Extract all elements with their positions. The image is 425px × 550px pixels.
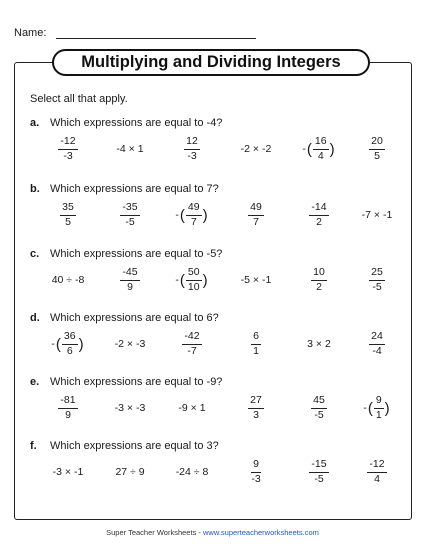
numerator: 36 xyxy=(62,331,78,344)
question-text: Which expressions are equal to 7? xyxy=(50,183,219,195)
fraction xyxy=(309,202,328,227)
footer-url[interactable]: www.superteacherworksheets.com xyxy=(202,528,319,537)
denominator: 9 xyxy=(65,408,71,421)
denominator: 1 xyxy=(253,344,259,357)
answer-option[interactable] xyxy=(228,266,284,294)
answer-option[interactable] xyxy=(40,330,96,358)
denominator: 2 xyxy=(316,280,322,293)
question-letter: e. xyxy=(30,376,40,388)
fraction xyxy=(120,202,139,227)
answer-option[interactable] xyxy=(102,394,158,422)
denominator: 3 xyxy=(253,408,259,421)
expression-text: -2 × -3 xyxy=(114,338,146,350)
worksheet-title: Multiplying and Dividing Integers xyxy=(52,49,370,76)
question-prompt xyxy=(30,248,222,260)
answer-option[interactable] xyxy=(40,201,96,229)
question-prompt xyxy=(30,440,219,452)
denominator: 7 xyxy=(253,215,259,228)
answer-option[interactable] xyxy=(228,201,284,229)
denominator: 4 xyxy=(374,472,380,485)
numerator: -45 xyxy=(120,267,139,280)
fraction xyxy=(251,459,261,484)
numerator: 49 xyxy=(248,202,264,215)
denominator: 5 xyxy=(374,149,380,162)
numerator: -81 xyxy=(58,395,77,408)
expression-text: -4 × 1 xyxy=(116,143,144,155)
fraction xyxy=(369,267,385,292)
numerator: 6 xyxy=(251,331,261,344)
fraction xyxy=(369,331,385,356)
answer-option[interactable] xyxy=(291,135,347,163)
open-paren: ( xyxy=(306,140,312,158)
numerator: -35 xyxy=(120,202,139,215)
expression-text: -5 × -1 xyxy=(240,274,272,286)
answer-option[interactable] xyxy=(102,201,158,229)
question-letter: f. xyxy=(30,440,37,452)
numerator: -12 xyxy=(367,459,386,472)
fraction xyxy=(311,395,327,420)
expression-text: -3 × -1 xyxy=(52,466,84,478)
open-paren: ( xyxy=(179,271,185,289)
expression-text: 3 × 2 xyxy=(307,338,331,350)
fraction xyxy=(251,331,261,356)
answer-option[interactable] xyxy=(40,458,96,486)
close-paren: ) xyxy=(384,399,390,417)
answer-option[interactable] xyxy=(291,394,347,422)
answer-option[interactable] xyxy=(164,201,220,229)
fraction xyxy=(186,202,202,227)
fraction xyxy=(311,267,327,292)
numerator: 49 xyxy=(186,202,202,215)
question-prompt xyxy=(30,376,222,388)
numerator: 35 xyxy=(60,202,76,215)
denominator: -5 xyxy=(314,472,324,485)
numerator: -42 xyxy=(182,331,201,344)
question-prompt xyxy=(30,312,219,324)
denominator: -5 xyxy=(314,408,324,421)
question-text: Which expressions are equal to 3? xyxy=(50,440,219,452)
answer-option[interactable] xyxy=(228,135,284,163)
answer-option[interactable] xyxy=(102,266,158,294)
numerator: 9 xyxy=(374,395,384,408)
answer-option[interactable] xyxy=(164,135,220,163)
numerator: 25 xyxy=(369,267,385,280)
question-letter: d. xyxy=(30,312,40,324)
negative-sign: - xyxy=(51,338,55,350)
answer-option[interactable] xyxy=(349,135,405,163)
denominator: -3 xyxy=(63,149,73,162)
expression-text: -9 × 1 xyxy=(178,402,206,414)
name-line[interactable] xyxy=(56,38,256,39)
question-prompt xyxy=(30,117,222,129)
answer-option[interactable] xyxy=(291,458,347,486)
answer-option[interactable] xyxy=(349,394,405,422)
question-text: Which expressions are equal to -4? xyxy=(50,117,223,129)
denominator: 6 xyxy=(66,344,73,357)
denominator: 2 xyxy=(316,215,322,228)
answer-option[interactable] xyxy=(291,201,347,229)
answer-option[interactable] xyxy=(228,330,284,358)
fraction xyxy=(58,395,77,420)
fraction xyxy=(182,331,201,356)
answer-option[interactable] xyxy=(164,266,220,294)
answer-option[interactable] xyxy=(291,266,347,294)
denominator: 4 xyxy=(317,149,324,162)
question-letter: a. xyxy=(30,117,40,129)
expression-text: -2 × -2 xyxy=(240,143,272,155)
answer-option[interactable] xyxy=(102,458,158,486)
fraction xyxy=(374,395,384,420)
numerator: 20 xyxy=(369,136,385,149)
footer xyxy=(0,528,425,537)
denominator: -5 xyxy=(125,215,135,228)
close-paren: ) xyxy=(202,206,208,224)
answer-option[interactable] xyxy=(349,266,405,294)
denominator: -7 xyxy=(187,344,197,357)
footer-brand: Super Teacher Worksheets xyxy=(106,528,197,537)
answer-option[interactable] xyxy=(40,394,96,422)
instructions: Select all that apply. xyxy=(30,93,128,105)
fraction xyxy=(309,459,328,484)
negative-sign: - xyxy=(175,209,179,221)
question-text: Which expressions are equal to -9? xyxy=(50,376,223,388)
answer-option[interactable] xyxy=(164,458,220,486)
numerator: -15 xyxy=(309,459,328,472)
denominator: -4 xyxy=(372,344,382,357)
expression-text: -3 × -3 xyxy=(114,402,146,414)
footer-separator: - xyxy=(196,528,203,537)
answer-option[interactable] xyxy=(228,394,284,422)
numerator: -14 xyxy=(309,202,328,215)
expression-text: 40 ÷ -8 xyxy=(51,274,85,286)
question-text: Which expressions are equal to -5? xyxy=(50,248,223,260)
open-paren: ( xyxy=(179,206,185,224)
denominator: -3 xyxy=(187,149,197,162)
denominator: 5 xyxy=(65,215,71,228)
fraction xyxy=(369,136,385,161)
numerator: 16 xyxy=(313,136,329,149)
numerator: 12 xyxy=(184,136,200,149)
negative-sign: - xyxy=(175,274,179,286)
question-letter: b. xyxy=(30,183,40,195)
fraction xyxy=(186,267,202,292)
expression-text: -7 × -1 xyxy=(361,209,393,221)
answer-option[interactable] xyxy=(164,330,220,358)
close-paren: ) xyxy=(329,140,335,158)
answer-option[interactable] xyxy=(291,330,347,358)
denominator: -5 xyxy=(372,280,382,293)
numerator: 50 xyxy=(186,267,202,280)
expression-text: -24 ÷ 8 xyxy=(175,466,209,478)
numerator: 27 xyxy=(248,395,264,408)
answer-option[interactable] xyxy=(228,458,284,486)
denominator: 1 xyxy=(375,408,382,421)
fraction xyxy=(62,331,78,356)
numerator: 45 xyxy=(311,395,327,408)
fraction xyxy=(367,459,386,484)
denominator: 9 xyxy=(127,280,133,293)
fraction xyxy=(313,136,329,161)
fraction xyxy=(120,267,139,292)
fraction xyxy=(248,395,264,420)
question-prompt xyxy=(30,183,219,195)
numerator: -12 xyxy=(58,136,77,149)
denominator: 10 xyxy=(187,280,200,293)
answer-option[interactable] xyxy=(102,330,158,358)
open-paren: ( xyxy=(55,335,61,353)
denominator: 7 xyxy=(190,215,197,228)
name-label: Name: xyxy=(14,27,47,39)
expression-text: 27 ÷ 9 xyxy=(115,466,145,478)
answer-option[interactable] xyxy=(164,394,220,422)
open-paren: ( xyxy=(367,399,373,417)
numerator: 9 xyxy=(251,459,261,472)
answer-option[interactable] xyxy=(102,135,158,163)
numerator: 10 xyxy=(311,267,327,280)
answer-option[interactable] xyxy=(349,330,405,358)
close-paren: ) xyxy=(78,335,84,353)
answer-option[interactable] xyxy=(40,266,96,294)
fraction xyxy=(60,202,76,227)
denominator: -3 xyxy=(251,472,261,485)
question-text: Which expressions are equal to 6? xyxy=(50,312,219,324)
fraction xyxy=(184,136,200,161)
close-paren: ) xyxy=(202,271,208,289)
question-letter: c. xyxy=(30,248,40,260)
negative-sign: - xyxy=(302,143,306,155)
answer-option[interactable] xyxy=(349,201,405,229)
fraction xyxy=(58,136,77,161)
answer-option[interactable] xyxy=(40,135,96,163)
negative-sign: - xyxy=(363,402,367,414)
fraction xyxy=(248,202,264,227)
answer-option[interactable] xyxy=(349,458,405,486)
numerator: 24 xyxy=(369,331,385,344)
